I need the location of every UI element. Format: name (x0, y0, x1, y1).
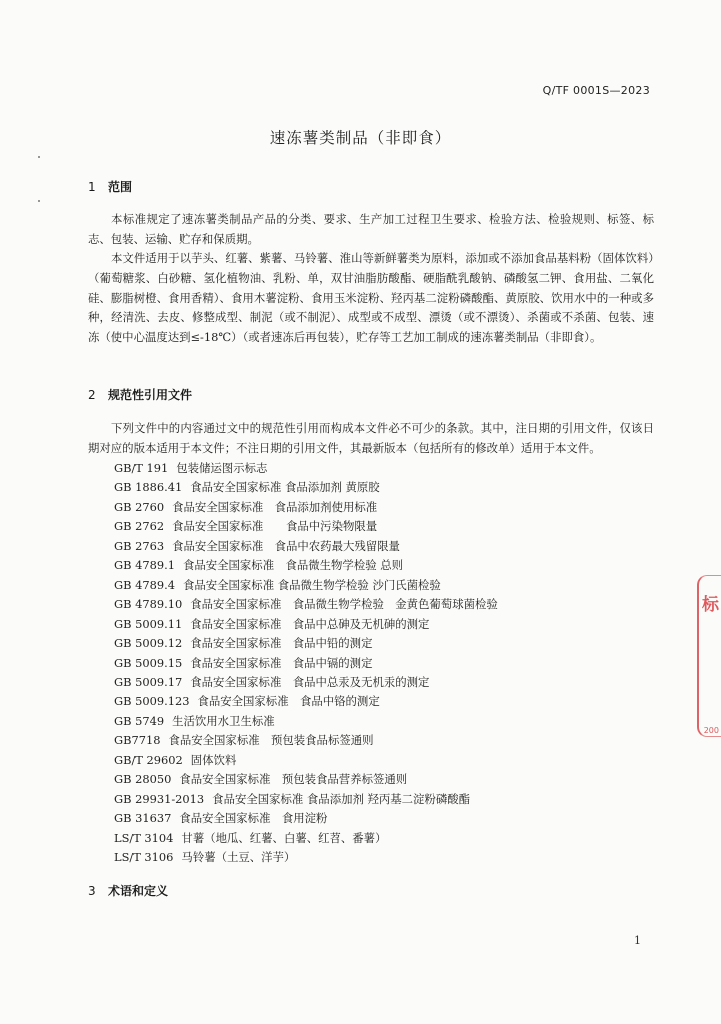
list-item (114, 751, 498, 770)
list-item (114, 498, 498, 517)
scan-mark (38, 156, 40, 158)
reference-title: 食品安全国家标准 食品添加剂 羟丙基二淀粉磷酸酯 (212, 791, 471, 806)
reference-code: GB 4789.1 (114, 558, 175, 573)
list-item (114, 673, 498, 692)
list-item (114, 634, 498, 653)
reference-code: GB 2762 (114, 519, 165, 534)
reference-code: LS/T 3106 (114, 850, 174, 865)
list-item (114, 731, 498, 750)
reference-code: GB 5749 (114, 713, 165, 728)
list-item (114, 615, 498, 634)
reference-title: 食品安全国家标准 食品中污染物限量 (172, 519, 378, 534)
list-item (114, 556, 498, 575)
reference-title: 生活饮用水卫生标准 (172, 713, 275, 728)
reference-code: GB 2763 (114, 538, 165, 553)
list-item (114, 654, 498, 673)
reference-code: GB 31637 (114, 811, 172, 826)
reference-title: 甘薯（地瓜、红薯、白薯、红苕、番薯） (181, 830, 387, 845)
reference-title: 包装储运图示标志 (176, 461, 268, 475)
stamp-text: 标 (702, 595, 719, 615)
reference-title: 食品安全国家标准 食品中铅的测定 (190, 636, 373, 651)
reference-title: 食品安全国家标准 食用淀粉 (179, 811, 328, 826)
stamp-year: 200 (703, 726, 719, 735)
list-item (114, 770, 498, 789)
reference-title: 食品安全国家标准 食品中铬的测定 (197, 694, 380, 709)
reference-title: 食品安全国家标准 食品微生物学检验 沙门氏菌检验 (182, 577, 441, 592)
list-item (114, 848, 498, 867)
reference-title: 食品安全国家标准 食品中总汞及无机汞的测定 (190, 674, 430, 689)
reference-code: GB 1886.41 (114, 480, 183, 495)
reference-code: GB/T 191 (114, 461, 169, 475)
reference-code: GB 5009.123 (114, 694, 190, 709)
list-item (114, 478, 498, 497)
reference-title: 食品安全国家标准 食品中农药最大残留限量 (172, 538, 400, 553)
reference-title: 食品安全国家标准 预包装食品标签通则 (168, 733, 374, 748)
section-title: 规范性引用文件 (108, 388, 193, 402)
reference-code: LS/T 3104 (114, 830, 174, 845)
list-item (114, 576, 498, 595)
section-heading-scope (88, 178, 132, 195)
section-number: 2 (88, 388, 96, 402)
section-title: 范围 (108, 180, 133, 194)
reference-code: GB 5009.17 (114, 674, 183, 689)
references-intro: 下列文件中的内容通过文中的规范性引用而构成本文件必不可少的条款。其中，注日期的引用文件，仅该日期对应的版本适用于本文件；不注日期的引用文件，其最新版本（包括所有的修改单）适用于本文件。 (88, 421, 654, 455)
section-number: 3 (88, 884, 96, 898)
reference-title: 食品安全国家标准 食品中镉的测定 (190, 655, 373, 670)
reference-code: GB/T 29602 (114, 752, 183, 767)
reference-title: 食品安全国家标准 食品微生物学检验 金黄色葡萄球菌检验 (190, 597, 498, 612)
reference-title: 食品安全国家标准 食品中总砷及无机砷的测定 (190, 616, 430, 631)
document-code: Q/TF 0001S—2023 (542, 84, 650, 97)
reference-code: GB 4789.4 (114, 577, 175, 592)
list-item (114, 459, 498, 478)
reference-code: GB 2760 (114, 499, 165, 514)
reference-code: GB 5009.11 (114, 616, 183, 631)
reference-code: GB 5009.12 (114, 636, 183, 651)
scope-paragraph-1: 本标准规定了速冻薯类制品产品的分类、要求、生产加工过程卫生要求、检验方法、检验规则、标签、标志、包装、运输、贮存和保质期。 (88, 212, 654, 246)
reference-code: GB 28050 (114, 772, 172, 787)
reference-code: GB 4789.10 (114, 597, 183, 612)
list-item (114, 692, 498, 711)
reference-code: GB7718 (114, 733, 161, 748)
scan-mark (38, 200, 40, 202)
reference-title: 食品安全国家标准 食品添加剂使用标准 (172, 499, 378, 514)
list-item (114, 537, 498, 556)
page-number: 1 (634, 934, 641, 947)
reference-code: GB 5009.15 (114, 655, 183, 670)
scope-paragraph-2: 本文件适用于以芋头、红薯、紫薯、马铃薯、淮山等新鲜薯类为原料，添加或不添加食品基料粉（固体饮料）（葡萄糖浆、白砂糖、氢化植物油、乳粉、单，双甘油脂肪酸酯、硬脂酰乳酸钠、磷酸氢二钾、食用盐、二氧化硅、膨脂树橙、食用香精）、食用木薯淀粉、食用玉米淀粉、羟丙基二淀粉磷酸酯、黄原胶、饮用水中的一种或多种，经清洗、去皮、修整成型、制泥（或不制泥）、成型或不成型、漂烫（或不漂烫）、杀菌或不杀菌、包装、速冻（使中心温度达到≤-18℃）（或者速冻后再包装），贮存等工艺加工制成的速冻薯类制品（非即食）。 (88, 251, 654, 345)
list-item (114, 790, 498, 809)
section-title: 术语和定义 (108, 884, 169, 898)
list-item (114, 595, 498, 614)
list-item (114, 809, 498, 828)
section-heading-references (88, 386, 192, 403)
reference-title: 食品安全国家标准 预包装食品营养标签通则 (179, 772, 408, 787)
reference-title: 食品安全国家标准 食品添加剂 黄原胶 (190, 480, 380, 495)
reference-title: 食品安全国家标准 食品微生物学检验 总则 (182, 558, 403, 573)
reference-code: GB 29931-2013 (114, 791, 205, 806)
list-item (114, 829, 498, 848)
reference-title: 固体饮料 (190, 752, 237, 767)
section-number: 1 (88, 180, 96, 194)
document-title: 速冻薯类制品（非即食） (269, 129, 452, 147)
list-item (114, 712, 498, 731)
section-heading-terms (88, 882, 168, 899)
list-item (114, 517, 498, 536)
reference-title: 马铃薯（土豆、洋芋） (181, 850, 296, 865)
reference-list (114, 459, 498, 868)
